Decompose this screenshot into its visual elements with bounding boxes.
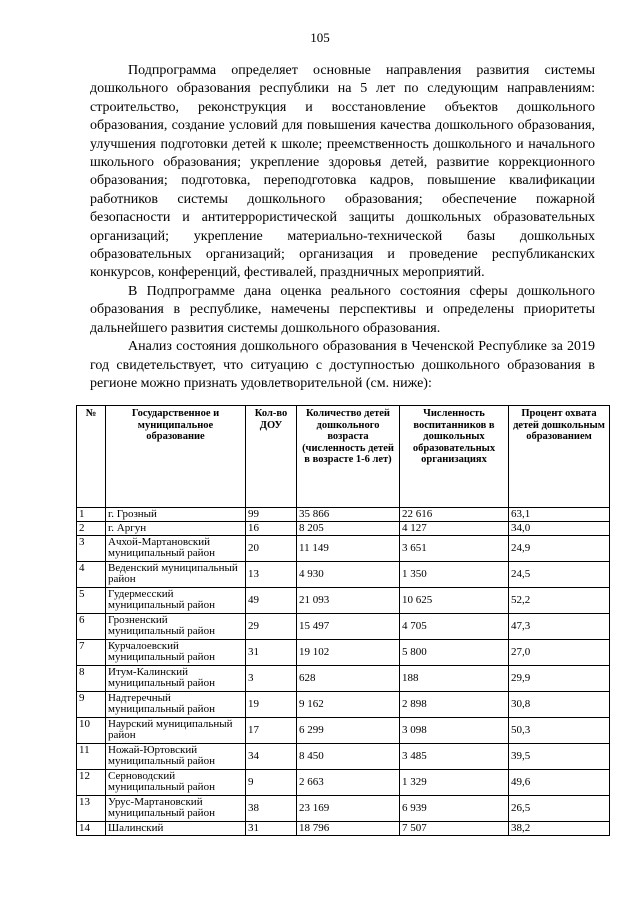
row-number: 9 [77, 692, 106, 718]
dou-count: 13 [246, 562, 297, 588]
table-row [77, 508, 610, 522]
coverage-percent: 24,5 [509, 562, 610, 588]
table-row [77, 640, 610, 666]
pupils-count: 4 127 [400, 522, 509, 536]
pupils-count: 3 098 [400, 718, 509, 744]
dou-count: 3 [246, 666, 297, 692]
municipality-name: Урус-Мартановский муниципальный район [106, 796, 246, 822]
header-children-count: Количество детей дошкольного возраста (численность детей в возрасте 1-6 лет) [297, 406, 400, 508]
row-number: 10 [77, 718, 106, 744]
row-number: 7 [77, 640, 106, 666]
table-row [77, 666, 610, 692]
coverage-percent: 39,5 [509, 744, 610, 770]
coverage-percent: 30,8 [509, 692, 610, 718]
table-row [77, 692, 610, 718]
dou-count: 34 [246, 744, 297, 770]
row-number: 6 [77, 614, 106, 640]
municipality-name: Грозненский муниципальный район [106, 614, 246, 640]
pupils-count: 5 800 [400, 640, 509, 666]
children-count: 23 169 [297, 796, 400, 822]
municipality-name: Шалинский [106, 822, 246, 836]
header-municipality: Государственное и муниципальное образование [106, 406, 246, 508]
row-number: 1 [77, 508, 106, 522]
children-count: 9 162 [297, 692, 400, 718]
municipality-name: Гудермесский муниципальный район [106, 588, 246, 614]
pupils-count: 1 350 [400, 562, 509, 588]
children-count: 19 102 [297, 640, 400, 666]
coverage-percent: 34,0 [509, 522, 610, 536]
children-count: 6 299 [297, 718, 400, 744]
table-row [77, 744, 610, 770]
pupils-count: 2 898 [400, 692, 509, 718]
row-number: 3 [77, 536, 106, 562]
pupils-count: 6 939 [400, 796, 509, 822]
pupils-count: 7 507 [400, 822, 509, 836]
coverage-percent: 47,3 [509, 614, 610, 640]
paragraph: В Подпрограмме дана оценка реального состояния сферы дошкольного образования в республике, намечены перспективы и определены приоритеты дальнейшего развития системы дошкольного образования. [90, 283, 595, 336]
pupils-count: 4 705 [400, 614, 509, 640]
dou-count: 31 [246, 822, 297, 836]
table-row [77, 522, 610, 536]
header-dou-count: Кол-во ДОУ [246, 406, 297, 508]
table-row [77, 796, 610, 822]
dou-count: 49 [246, 588, 297, 614]
dou-count: 20 [246, 536, 297, 562]
header-number: № [77, 406, 106, 508]
municipality-name: г. Аргун [106, 522, 246, 536]
children-count: 4 930 [297, 562, 400, 588]
table-row [77, 770, 610, 796]
table-row [77, 718, 610, 744]
municipality-name: Ачхой-Мартановский муниципальный район [106, 536, 246, 562]
dou-count: 16 [246, 522, 297, 536]
table-row [77, 562, 610, 588]
coverage-percent: 52,2 [509, 588, 610, 614]
row-number: 4 [77, 562, 106, 588]
coverage-percent: 38,2 [509, 822, 610, 836]
children-count: 35 866 [297, 508, 400, 522]
municipality-name: г. Грозный [106, 508, 246, 522]
dou-count: 9 [246, 770, 297, 796]
coverage-percent: 24,9 [509, 536, 610, 562]
coverage-percent: 50,3 [509, 718, 610, 744]
row-number: 11 [77, 744, 106, 770]
pupils-count: 1 329 [400, 770, 509, 796]
coverage-percent: 26,5 [509, 796, 610, 822]
dou-count: 29 [246, 614, 297, 640]
page-number: 105 [310, 30, 330, 45]
paragraph: Подпрограмма определяет основные направления развития системы дошкольного образования республики на 5 лет по следующим направлениям: строительство, реконструкция и восстановление объектов дошкольного образования, создание условий для повышения качества дошкольного образования, улучшения подготовки детей к школе; преемственность дошкольного и начального школьного образования; укрепление здоровья детей, развитие коррекционного образования; подготовка, переподготовка кадров, повышение квалификации работников системы дошкольного образования; обеспечение пожарной безопасности и антитеррористической защиты дошкольных образовательных организаций; укрепление материально-технической базы дошкольных образовательных организаций; организация и проведение республиканских конкурсов, конференций, фестивалей, праздничных мероприятий. [90, 63, 595, 281]
children-count: 21 093 [297, 588, 400, 614]
municipality-name: Серноводский муниципальный район [106, 770, 246, 796]
paragraph: Анализ состояния дошкольного образования в Чеченской Республике за 2019 год свидетельствует, что ситуацию с доступностью дошкольного образования в регионе можно признать удовлетворительной (см. ниже): [90, 339, 595, 391]
row-number: 14 [77, 822, 106, 836]
row-number: 13 [77, 796, 106, 822]
municipality-name: Веденский муниципальный район [106, 562, 246, 588]
table-row [77, 822, 610, 836]
municipality-name: Наурский муниципальный район [106, 718, 246, 744]
pupils-count: 10 625 [400, 588, 509, 614]
municipality-name: Надтеречный муниципальный район [106, 692, 246, 718]
table-row [77, 536, 610, 562]
preschool-coverage-table [76, 405, 610, 836]
dou-count: 19 [246, 692, 297, 718]
row-number: 5 [77, 588, 106, 614]
coverage-percent: 49,6 [509, 770, 610, 796]
row-number: 12 [77, 770, 106, 796]
municipality-name: Курчалоевский муниципальный район [106, 640, 246, 666]
dou-count: 17 [246, 718, 297, 744]
pupils-count: 22 616 [400, 508, 509, 522]
coverage-percent: 63,1 [509, 508, 610, 522]
header-coverage-percent: Процент охвата детей дошкольным образованием [509, 406, 610, 508]
table-row [77, 614, 610, 640]
municipality-name: Итум-Калинский муниципальный район [106, 666, 246, 692]
body-text [90, 62, 595, 393]
header-pupils-count: Численность воспитанников в дошкольных образовательных организациях [400, 406, 509, 508]
dou-count: 31 [246, 640, 297, 666]
dou-count: 38 [246, 796, 297, 822]
children-count: 2 663 [297, 770, 400, 796]
children-count: 8 205 [297, 522, 400, 536]
children-count: 11 149 [297, 536, 400, 562]
row-number: 8 [77, 666, 106, 692]
children-count: 18 796 [297, 822, 400, 836]
dou-count: 99 [246, 508, 297, 522]
pupils-count: 188 [400, 666, 509, 692]
row-number: 2 [77, 522, 106, 536]
children-count: 628 [297, 666, 400, 692]
pupils-count: 3 651 [400, 536, 509, 562]
coverage-percent: 27,0 [509, 640, 610, 666]
children-count: 15 497 [297, 614, 400, 640]
municipality-name: Ножай-Юртовский муниципальный район [106, 744, 246, 770]
table-row [77, 588, 610, 614]
table-header-row [77, 406, 610, 508]
children-count: 8 450 [297, 744, 400, 770]
coverage-percent: 29,9 [509, 666, 610, 692]
pupils-count: 3 485 [400, 744, 509, 770]
